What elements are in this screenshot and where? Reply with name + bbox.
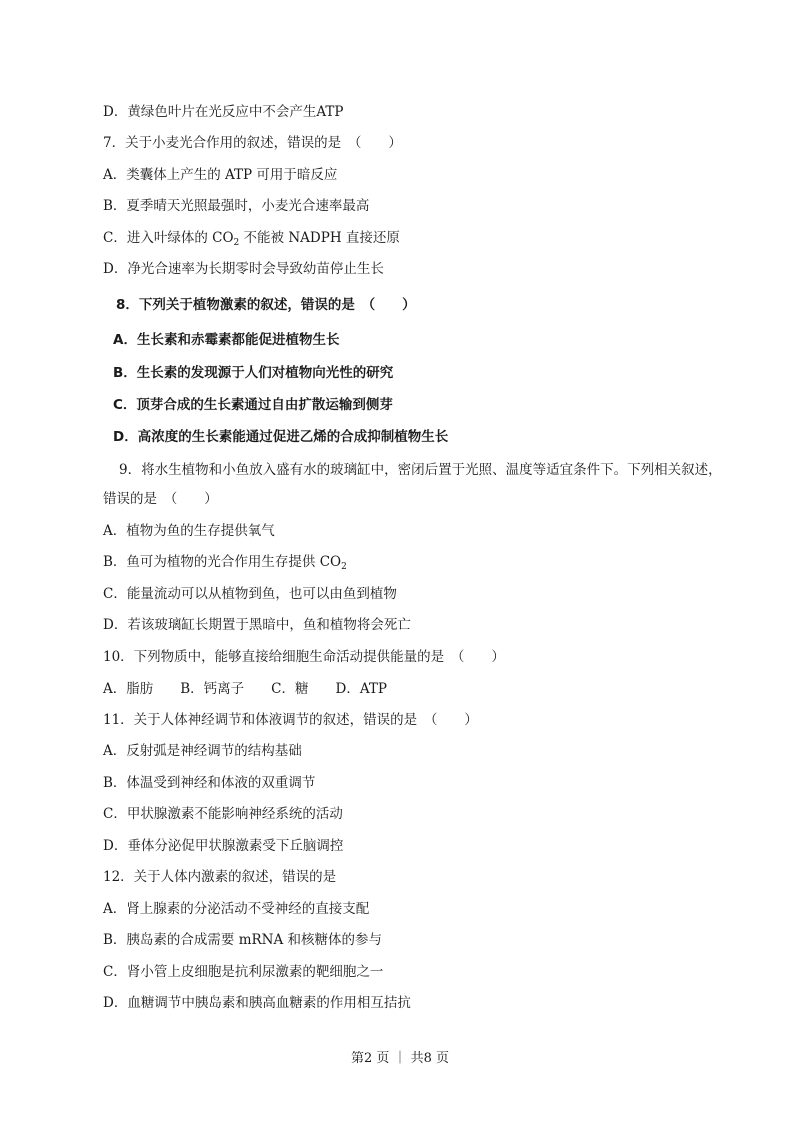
page-number: 第2 页 ｜ 共8 页 [350,1051,450,1066]
option-c-q12: C．肾小管上皮细胞是抗利尿激素的靶细胞之一 [103,964,384,980]
option-c-q7-text-b: 不能被 NADPH 直接还原 [239,230,400,246]
option-c-q7-text-a: C．进入叶绿体的 CO [103,230,234,246]
option-a-q11: A．反射弧是神经调节的结构基础 [103,743,302,759]
option-d-q11: D．垂体分泌促甲状腺激素受下丘脑调控 [103,838,344,854]
question-9: 9．将水生植物和小鱼放入盛有水的玻璃缸中，密闭后置于光照、温度等适宜条件下。下列相关叙述， [119,462,722,478]
option-d-q6: D．黄绿色叶片在光反应中不会产生ATP [103,104,344,120]
option-b-q7: B．夏季晴天光照最强时，小麦光合速率最高 [103,198,370,214]
option-d-q9: D．若该玻璃缸长期置于黑暗中，鱼和植物将会死亡 [103,617,411,633]
question-9-cont: 错误的是 （ ） [103,491,218,507]
question-11: 11．关于人体神经调节和体液调节的叙述，错误的是 （ ） [103,712,478,728]
option-d-q8: D．高浓度的生长素能通过促进乙烯的合成抑制植物生长 [113,429,449,445]
option-d-q12: D．血糖调节中胰岛素和胰高血糖素的作用相互拮抗 [103,995,411,1011]
page-footer [0,1050,800,1068]
option-b-q12: B．胰岛素的合成需要 mRNA 和核糖体的参与 [103,932,383,948]
option-c-q9: C．能量流动可以从植物到鱼，也可以由鱼到植物 [103,586,397,602]
options-q10: A．脂肪 B．钙离子 C．糖 D．ATP [103,681,387,697]
option-a-q7: A．类囊体上产生的 ATP 可用于暗反应 [103,167,338,183]
question-10: 10．下列物质中，能够直接给细胞生命活动提供能量的是 （ ） [103,649,505,665]
option-c-q11: C．甲状腺激素不能影响神经系统的活动 [103,806,343,822]
co2-subscript: 2 [341,562,347,572]
option-b-q9-text: B．鱼可为植物的光合作用生存提供 CO [103,554,342,570]
option-b-q9 [103,553,347,576]
option-a-q9: A．植物为鱼的生存提供氧气 [103,523,275,539]
co2-subscript: 2 [233,238,240,248]
option-b-q8: B．生长素的发现源于人们对植物向光性的研究 [113,365,394,381]
question-7: 7．关于小麦光合作用的叙述，错误的是 （ ） [103,135,402,151]
option-c-q7 [103,229,400,252]
option-b-q11: B．体温受到神经和体液的双重调节 [103,775,316,791]
question-12: 12．关于人体内激素的叙述，错误的是 [103,869,337,885]
question-8: 8．下列关于植物激素的叙述，错误的是 （ ） [116,297,416,313]
watermark-stamp-right [477,315,488,332]
option-d-q7: D．净光合速率为长期零时会导致幼苗停止生长 [103,261,384,277]
option-c-q8: C．顶芽合成的生长素通过自由扩散运输到侧芽 [113,397,393,413]
option-a-q8: A．生长素和赤霉素都能促进植物生长 [113,332,340,348]
option-a-q12: A．肾上腺素的分泌活动不受神经的直接支配 [103,901,370,917]
